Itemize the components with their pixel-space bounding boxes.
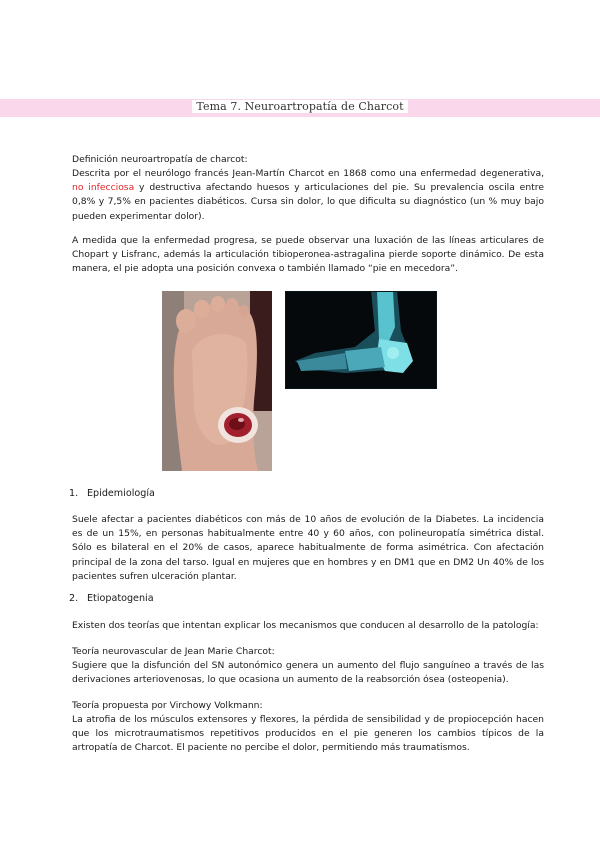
section-heading-epidemiology bbox=[69, 487, 155, 501]
definition-text-end: y destructiva afectando huesos y articulaciones del pie. Su prevalencia oscila entre 0,8% y 7,5% en pacientes diabéticos. Cursa sin dolor, lo que dificulta su diagnóstico (un % muy bajo pueden experimentar dolor). bbox=[72, 182, 544, 222]
theory-neurovascular-title: Teoría neurovascular de Jean Marie Charcot: bbox=[72, 646, 275, 657]
non-infectious-highlight: no infecciosa bbox=[72, 182, 135, 194]
theory-neurotraumatic-body: La atrofia de los músculos extensores y flexores, la pérdida de sensibilidad y de propiocepción hacen que los microtraumatismos repetitivos producidos en el pie generen los cambios típicos de la artropatía de Charcot. El paciente no percibe el dolor, permitiendo más traumatismos. bbox=[72, 714, 544, 754]
definition-text-start: Descrita por el neurólogo francés Jean-Martín Charcot en 1868 como una enfermedad degenerativa, bbox=[72, 168, 544, 179]
section-number: 1. bbox=[69, 488, 79, 499]
progression-paragraph: A medida que la enfermedad progresa, se puede observar una luxación de las líneas articulares de Chopart y Lisfranc, además la articulación tibioperonea-astragalina pierde soporte dinámico. De esta manera, el pie adopta una posición convexa o también llamado “pie en mecedora”. bbox=[72, 235, 544, 275]
theory-neurotraumatic-title: Teoría propuesta por Virchowy Volkmann: bbox=[72, 700, 263, 711]
etiopathogenesis-paragraph: Existen dos teorías que intentan explicar los mecanismos que conducen al desarrollo de la patología: bbox=[72, 620, 539, 631]
foot-ulcer-photo bbox=[162, 291, 272, 471]
section-title: Epidemiología bbox=[87, 488, 155, 499]
definition-paragraph bbox=[72, 167, 544, 224]
epidemiology-paragraph: Suele afectar a pacientes diabéticos con más de 10 años de evolución de la Diabetes. La incidencia es de un 15%, en personas habitualmente entre 40 y 60 años, con polineuropatía simétrica distal. Sólo es bilateral en el 20% de casos, aparece habitualmente de forma asimétrica. Con afectación principal de la zona del tarso. Igual en mujeres que en hombres y en DM1 que en DM2 Un 40% de los pacientes sufren ulceración plantar. bbox=[72, 514, 544, 582]
section-title: Etiopatogenia bbox=[87, 593, 154, 604]
section-heading-etiopathogenesis bbox=[69, 592, 154, 606]
theory-neurovascular-body: Sugiere que la disfunción del SN autonómico genera un aumento del flujo sanguíneo a través de las derivaciones arteriovenosas, lo que ocasiona un aumento de la reabsorción ósea (osteopenia). bbox=[72, 660, 544, 686]
section-number: 2. bbox=[69, 593, 79, 604]
definition-label: Definición neuroartropatía de charcot: bbox=[72, 154, 248, 165]
foot-xray-image bbox=[285, 291, 437, 389]
page-title bbox=[0, 100, 600, 113]
page-title-text: Tema 7. Neuroartropatía de Charcot bbox=[192, 100, 407, 113]
